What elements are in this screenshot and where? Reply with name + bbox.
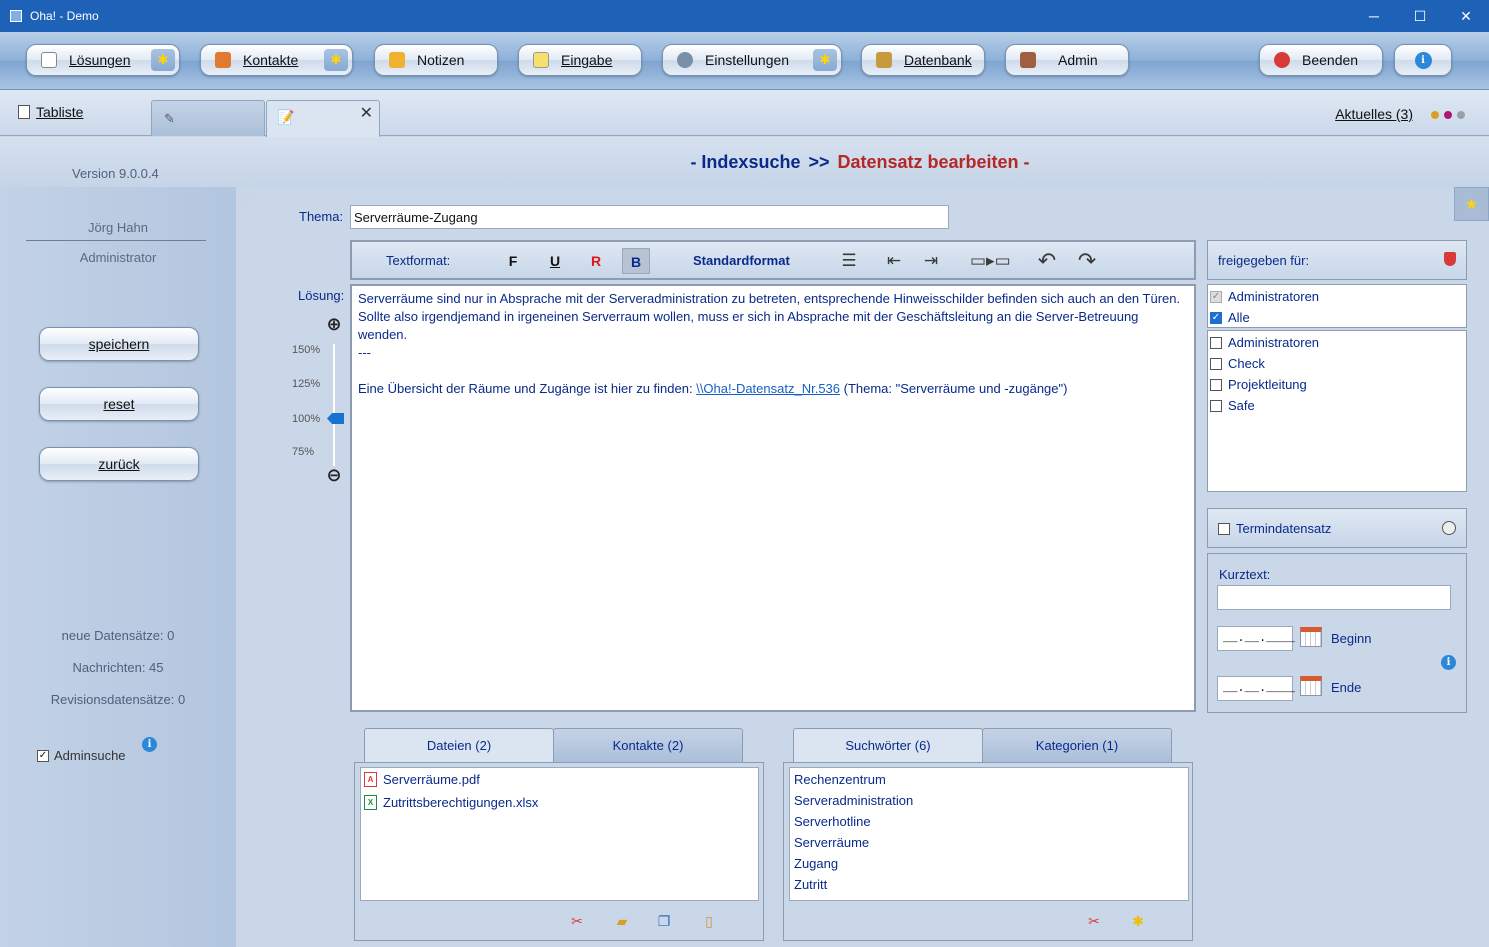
- termindatensatz-checkbox[interactable]: [1218, 523, 1230, 535]
- keyword-item[interactable]: Serverhotline: [794, 814, 871, 829]
- new-loesung-star-icon[interactable]: ✱: [151, 49, 175, 71]
- note-icon: [389, 52, 405, 68]
- info-icon: i: [1415, 52, 1432, 69]
- freigabe-selected-checkbox: ✓: [1211, 290, 1221, 302]
- notizen-button[interactable]: Notizen: [374, 44, 498, 76]
- close-window-button[interactable]: ✕: [1460, 7, 1472, 24]
- favorite-star-icon[interactable]: ★: [1454, 187, 1489, 221]
- freigabe-header: [1207, 240, 1467, 280]
- search-tab-icon: ✎: [164, 111, 175, 126]
- breadcrumb-separator: >>: [808, 152, 830, 172]
- freigabe-selected-item: ✓ Administratoren: [1211, 289, 1320, 304]
- bullet-list-icon[interactable]: ☰: [841, 251, 857, 270]
- zoom-100-label: 100%: [292, 413, 321, 425]
- remove-keyword-icon[interactable]: ✂: [1088, 913, 1100, 929]
- loesungen-button[interactable]: Lösungen ✱: [26, 44, 180, 76]
- adminsuche-option[interactable]: ✓ Adminsuche: [38, 748, 126, 763]
- textformat-label: Textformat:: [386, 253, 451, 268]
- tab-tabliste[interactable]: Tabliste: [18, 104, 83, 120]
- blue-text-button[interactable]: B: [622, 248, 650, 274]
- freigabe-option-checkbox[interactable]: [1210, 400, 1222, 412]
- keyword-list: [789, 767, 1189, 901]
- revisions-count: Revisionsdatensätze: 0: [50, 692, 186, 707]
- app-icon: [10, 10, 22, 22]
- power-icon: [1274, 52, 1290, 68]
- termin-header: [1207, 508, 1467, 548]
- insert-link-icon[interactable]: ▭▸▭: [970, 251, 1011, 270]
- end-label: Ende: [1331, 680, 1362, 695]
- tab-dateien[interactable]: Dateien (2): [364, 728, 554, 763]
- outdent-icon[interactable]: ⇤: [886, 251, 902, 270]
- new-file-icon[interactable]: ▯: [705, 913, 713, 929]
- solution-separator: ---: [358, 345, 371, 360]
- kurztext-label: Kurztext:: [1219, 567, 1271, 582]
- clock-icon[interactable]: [1442, 521, 1456, 535]
- keyword-item[interactable]: Zugang: [794, 856, 839, 871]
- freigabe-option-checkbox[interactable]: [1210, 379, 1222, 391]
- add-keyword-star-icon[interactable]: ✱: [1132, 913, 1144, 929]
- solution-paragraph-2: Eine Übersicht der Räume und Zugänge ist hier zu finden: \\Oha!-Datensatz_Nr.536 (Thema: "Serverräume und -zugänge"): [358, 381, 1068, 396]
- status-dot-magenta: [1444, 111, 1452, 119]
- keyword-item[interactable]: Rechenzentrum: [794, 772, 886, 787]
- minimize-button[interactable]: ─: [1369, 8, 1379, 24]
- freigabe-option-checkbox[interactable]: [1210, 337, 1222, 349]
- freigabe-option[interactable]: Projektleitung: [1210, 377, 1307, 392]
- status-dot-yellow: [1431, 111, 1439, 119]
- file-item[interactable]: A Serverräume.pdf: [364, 772, 480, 787]
- einstellungen-button[interactable]: Einstellungen ✱: [662, 44, 842, 76]
- zoom-in-icon[interactable]: ⊕: [326, 314, 342, 334]
- adminsuche-info-icon[interactable]: i: [142, 737, 157, 752]
- header-band: [0, 137, 1489, 187]
- red-text-button[interactable]: R: [590, 253, 602, 269]
- tools-icon: [1020, 52, 1036, 68]
- datenbank-button[interactable]: Datenbank: [861, 44, 985, 76]
- kurztext-input[interactable]: [1217, 585, 1451, 610]
- end-calendar-icon[interactable]: [1300, 676, 1322, 696]
- begin-calendar-icon[interactable]: [1300, 627, 1322, 647]
- freigabe-title: freigegeben für:: [1218, 253, 1310, 268]
- main-toolbar: [0, 32, 1489, 90]
- close-tab-icon[interactable]: ✕: [359, 105, 373, 122]
- new-kontakt-star-icon[interactable]: ✱: [324, 49, 348, 71]
- breadcrumb: [0, 152, 1489, 173]
- underline-button[interactable]: U: [549, 253, 561, 269]
- window-title: Oha! - Demo: [30, 9, 99, 23]
- tab-strip: [0, 90, 1489, 136]
- people-icon: [215, 52, 231, 68]
- kontakte-button[interactable]: Kontakte ✱: [200, 44, 353, 76]
- maximize-button[interactable]: ☐: [1413, 7, 1427, 24]
- indent-icon[interactable]: ⇥: [923, 251, 939, 270]
- title-bar: [0, 0, 1489, 32]
- tab-kategorien[interactable]: Kategorien (1): [982, 728, 1172, 762]
- edit-tab-icon: 📝: [277, 109, 295, 125]
- freigabe-selected-item[interactable]: ✓ Alle: [1211, 310, 1250, 325]
- database-icon: [876, 52, 892, 68]
- thema-label: Thema:: [299, 209, 344, 224]
- file-item[interactable]: X Zutrittsberechtigungen.xlsx: [364, 795, 538, 810]
- messages-count[interactable]: Nachrichten: 45: [72, 660, 164, 675]
- tab-kontakte[interactable]: Kontakte (2): [553, 728, 743, 762]
- tab-edit-record[interactable]: [266, 100, 380, 137]
- excel-file-icon: X: [364, 795, 377, 810]
- reset-button[interactable]: reset: [39, 387, 199, 421]
- solution-paragraph-1: Serverräume sind nur in Absprache mit der Serveradministration zu betreten, entsprechende Hinweisschilder befinden sich auch an den Türen. Sollte also irgendjemand in irgeneinen Serverraum wollen, muss er sich in Absprache mit der Geschäftsleitung an die Server-Betreuung wenden.: [358, 291, 1181, 342]
- status-dots: [1431, 111, 1465, 119]
- keyword-item[interactable]: Serverräume: [794, 835, 870, 850]
- tab-suchwoerter[interactable]: Suchwörter (6): [793, 728, 983, 763]
- zoom-slider-track[interactable]: [333, 344, 335, 466]
- beenden-button[interactable]: Beenden: [1259, 44, 1383, 76]
- loesung-label: Lösung:: [298, 288, 345, 303]
- adminsuche-checkbox[interactable]: ✓: [38, 749, 48, 761]
- sidebar: [0, 187, 236, 947]
- user-name: Jörg Hahn: [88, 220, 148, 235]
- back-button[interactable]: zurück: [39, 447, 199, 481]
- save-button[interactable]: speichern: [39, 327, 199, 361]
- tablist-icon: [18, 105, 30, 119]
- freigabe-selected-checkbox[interactable]: ✓: [1211, 311, 1221, 323]
- zoom-150-label: 150%: [292, 344, 321, 356]
- termin-info-icon[interactable]: i: [1441, 655, 1456, 670]
- keyword-item[interactable]: Zutritt: [794, 877, 828, 892]
- zoom-75-label: 75%: [292, 446, 315, 458]
- redo-icon[interactable]: ↷: [1077, 248, 1097, 273]
- termindatensatz-option[interactable]: Termindatensatz: [1218, 521, 1331, 536]
- open-folder-icon[interactable]: ▰: [616, 913, 628, 929]
- begin-date-input[interactable]: __.__.____: [1217, 626, 1293, 651]
- info-button[interactable]: [1394, 44, 1452, 76]
- breadcrumb-indexsuche[interactable]: - Indexsuche: [690, 152, 801, 172]
- text-format-toolbar: [350, 240, 1196, 280]
- new-entry-icon: [533, 52, 549, 68]
- file-list: [360, 767, 759, 901]
- zoom-out-icon[interactable]: ⊖: [326, 465, 342, 485]
- pdf-file-icon: A: [364, 772, 377, 787]
- freigabe-option[interactable]: Administratoren: [1210, 335, 1319, 350]
- document-icon: [41, 52, 57, 68]
- breadcrumb-current: Datensatz bearbeiten -: [837, 152, 1030, 172]
- freigabe-option-checkbox[interactable]: [1210, 358, 1222, 370]
- keyword-item[interactable]: Serveradministration: [794, 793, 914, 808]
- eingabe-button[interactable]: Eingabe: [518, 44, 642, 76]
- copy-file-icon[interactable]: ❐: [657, 913, 671, 929]
- solution-text-editor[interactable]: [350, 284, 1196, 712]
- thema-input[interactable]: [350, 205, 949, 229]
- version-label: Version 9.0.0.4: [72, 166, 159, 181]
- settings-star-icon[interactable]: ✱: [813, 49, 837, 71]
- freigabe-selected-list: [1207, 284, 1467, 328]
- bold-button[interactable]: F: [508, 253, 518, 269]
- freigabe-option[interactable]: Check: [1210, 356, 1265, 371]
- user-role: Administrator: [79, 250, 157, 265]
- freigabe-options-list: [1207, 330, 1467, 492]
- gear-icon: [677, 52, 693, 68]
- standardformat-button[interactable]: Standardformat: [693, 253, 790, 268]
- admin-button[interactable]: Admin: [1005, 44, 1129, 76]
- status-dot-grey: [1457, 111, 1465, 119]
- begin-label: Beginn: [1331, 631, 1372, 646]
- freigabe-option[interactable]: Safe: [1210, 398, 1255, 413]
- sidebar-divider: [26, 240, 206, 241]
- end-date-input[interactable]: __.__.____: [1217, 676, 1293, 701]
- record-link[interactable]: \\Oha!-Datensatz_Nr.536: [696, 381, 841, 396]
- zoom-125-label: 125%: [292, 378, 321, 390]
- window-controls: [1351, 0, 1489, 32]
- aktuelles-link[interactable]: Aktuelles (3): [1335, 106, 1413, 122]
- termin-details: [1207, 553, 1467, 713]
- remove-file-icon[interactable]: ✂: [571, 913, 583, 929]
- undo-icon[interactable]: ↶: [1037, 248, 1057, 273]
- new-records-count: neue Datensätze: 0: [61, 628, 175, 643]
- tab-search[interactable]: [151, 100, 265, 136]
- shield-icon[interactable]: [1444, 252, 1456, 266]
